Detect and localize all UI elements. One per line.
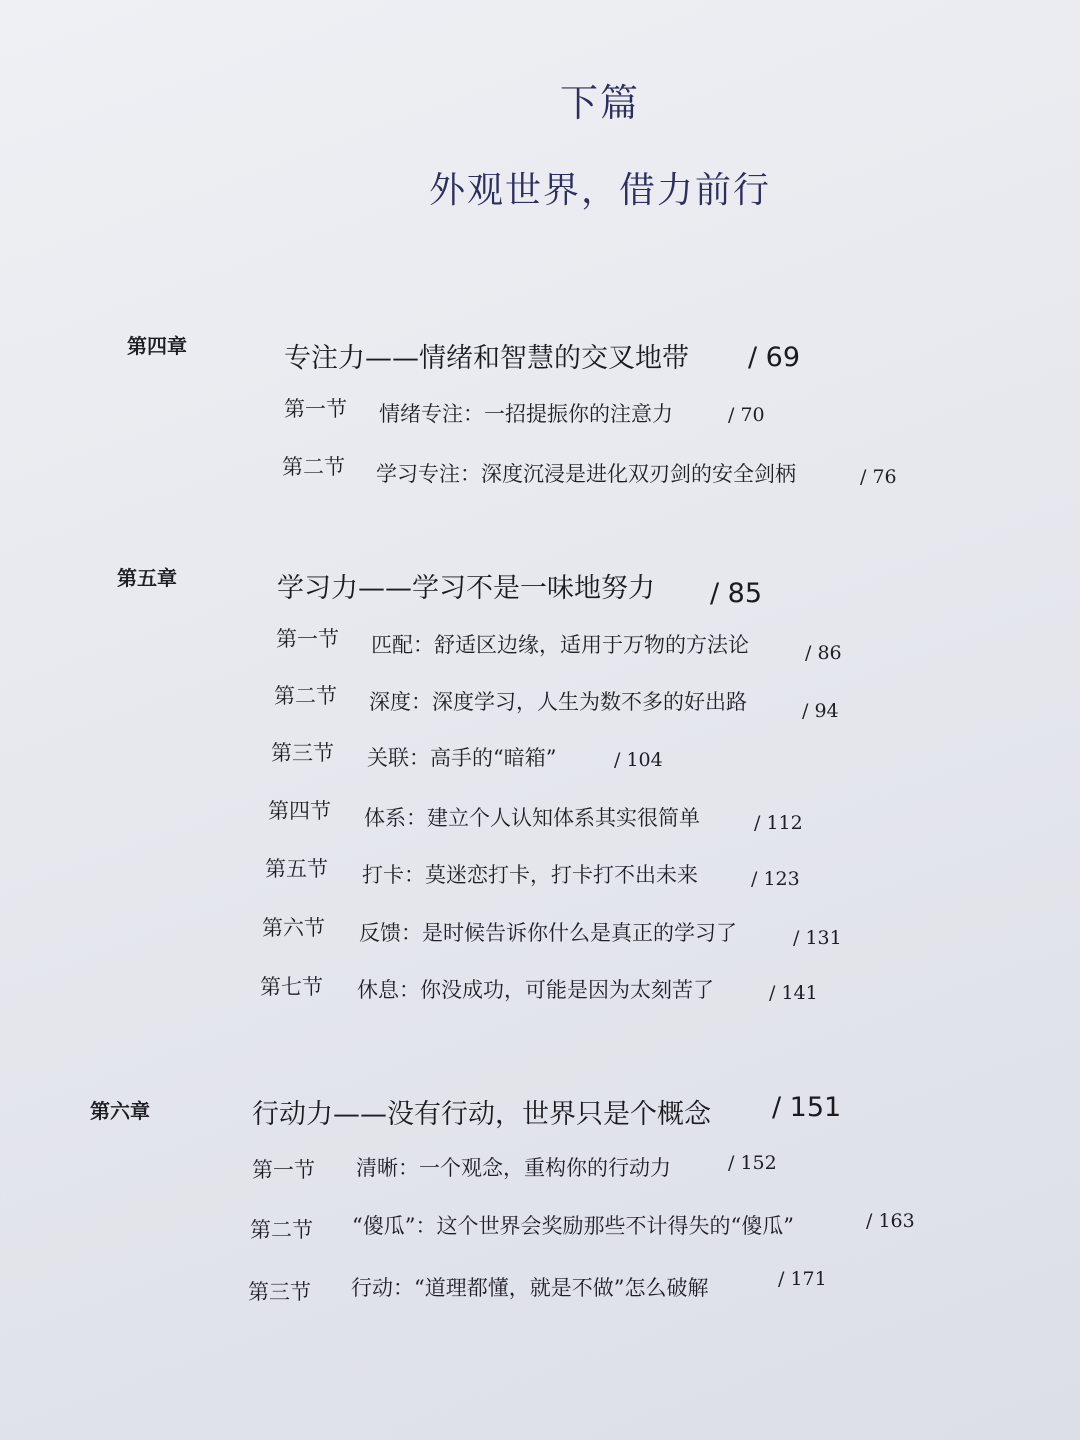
section-label: 第七节 xyxy=(260,975,323,999)
section-label: 第四节 xyxy=(268,799,331,823)
section-page-number: / 86 xyxy=(805,642,842,664)
chapter-label: 第四章 xyxy=(127,334,187,358)
chapter-label: 第六章 xyxy=(90,1099,150,1123)
section-title: 关联：高手的“暗箱” xyxy=(367,746,557,770)
chapter-title: 行动力——没有行动，世界只是个概念 xyxy=(252,1099,711,1130)
section-page-number: / 70 xyxy=(728,404,765,426)
section-page-number: / 94 xyxy=(802,700,839,722)
section-page-number: / 163 xyxy=(866,1210,915,1232)
section-page-number: / 123 xyxy=(751,868,800,890)
section-label: 第二节 xyxy=(250,1218,313,1242)
chapter-title: 学习力——学习不是一味地努力 xyxy=(277,573,655,604)
section-title: 情绪专注：一招提振你的注意力 xyxy=(379,402,673,426)
section-label: 第一节 xyxy=(284,397,347,421)
section-page-number: / 141 xyxy=(769,982,818,1004)
chapter-title: 专注力——情绪和智慧的交叉地带 xyxy=(284,343,689,374)
section-label: 第六节 xyxy=(262,916,325,940)
section-title: 体系：建立个人认知体系其实很简单 xyxy=(364,806,700,830)
chapter-page-number: / 69 xyxy=(748,342,801,373)
part-subtitle: 外观世界，借力前行 xyxy=(428,170,771,211)
section-title: 深度：深度学习，人生为数不多的好出路 xyxy=(369,690,747,714)
section-page-number: / 171 xyxy=(778,1268,827,1290)
part-heading: 下篇 xyxy=(559,81,640,125)
section-title: 打卡：莫迷恋打卡，打卡打不出未来 xyxy=(362,863,698,887)
section-label: 第三节 xyxy=(248,1280,311,1304)
section-label: 第二节 xyxy=(282,455,345,479)
section-title: 行动：“道理都懂，就是不做”怎么破解 xyxy=(351,1276,709,1300)
section-title: 匹配：舒适区边缘，适用于万物的方法论 xyxy=(371,633,749,657)
section-label: 第五节 xyxy=(265,857,328,881)
section-page-number: / 152 xyxy=(728,1152,777,1174)
section-label: 第一节 xyxy=(252,1158,315,1182)
section-page-number: / 104 xyxy=(614,749,663,771)
section-title: 休息：你没成功，可能是因为太刻苦了 xyxy=(357,978,714,1002)
section-label: 第一节 xyxy=(276,627,339,651)
section-title: 反馈：是时候告诉你什么是真正的学习了 xyxy=(359,921,737,945)
section-title: “傻瓜”：这个世界会奖励那些不计得失的“傻瓜” xyxy=(352,1214,794,1238)
section-page-number: / 112 xyxy=(754,812,803,834)
section-label: 第二节 xyxy=(274,684,337,708)
section-page-number: / 131 xyxy=(793,927,842,949)
chapter-page-number: / 151 xyxy=(772,1092,842,1123)
section-label: 第三节 xyxy=(271,741,334,765)
section-title: 学习专注：深度沉浸是进化双刃剑的安全剑柄 xyxy=(376,462,796,486)
chapter-page-number: / 85 xyxy=(710,578,763,609)
chapter-label: 第五章 xyxy=(117,566,177,590)
section-page-number: / 76 xyxy=(860,466,897,488)
section-title: 清晰：一个观念，重构你的行动力 xyxy=(356,1156,671,1180)
